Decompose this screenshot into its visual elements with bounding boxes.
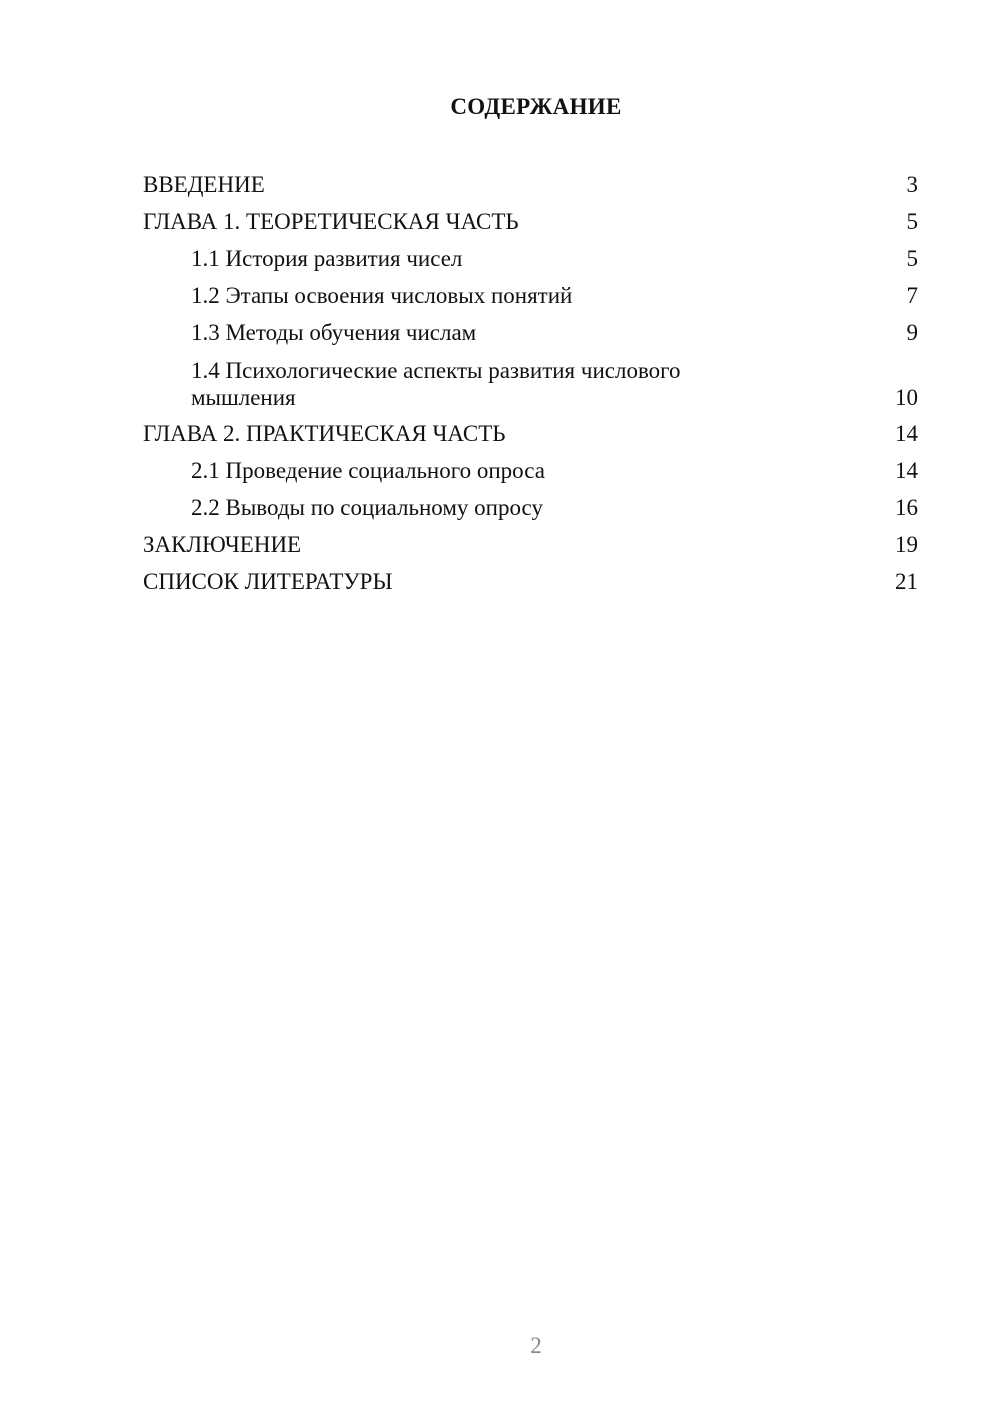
toc-entry-chapter-2[interactable] [143, 415, 918, 452]
toc-entry-page: 10 [895, 385, 918, 410]
toc-entry-page: 16 [895, 495, 918, 520]
table-of-contents [143, 166, 918, 600]
toc-entry-section-1-1[interactable] [143, 240, 918, 277]
toc-title: СОДЕРЖАНИЕ [450, 94, 622, 119]
toc-entry-section-2-1[interactable] [143, 452, 918, 489]
toc-entry-page: 3 [906, 172, 918, 197]
toc-entry-label: ГЛАВА 1. ТЕОРЕТИЧЕСКАЯ ЧАСТЬ [143, 209, 519, 234]
toc-entry-references[interactable] [143, 563, 918, 600]
toc-entry-section-1-4[interactable] [143, 351, 918, 415]
toc-entry-conclusion[interactable] [143, 526, 918, 563]
toc-entry-section-1-3[interactable] [143, 314, 918, 351]
toc-entry-label: ВВЕДЕНИЕ [143, 172, 265, 197]
toc-entry-label: 1.3 Методы обучения числам [191, 320, 477, 345]
toc-entry-label: 2.2 Выводы по социальному опросу [191, 495, 543, 520]
toc-entry-label: 1.1 История развития чисел [191, 246, 463, 271]
toc-entry-page: 7 [906, 283, 918, 308]
toc-entry-label: 2.1 Проведение социального опроса [191, 458, 545, 483]
toc-entry-page: 14 [895, 421, 918, 446]
toc-entry-label: ГЛАВА 2. ПРАКТИЧЕСКАЯ ЧАСТЬ [143, 421, 506, 446]
toc-entry-page: 21 [895, 569, 918, 594]
toc-entry-page: 5 [906, 246, 918, 271]
toc-entry-introduction[interactable] [143, 166, 918, 203]
toc-entry-section-1-2[interactable] [143, 277, 918, 314]
toc-entry-page: 9 [906, 320, 918, 345]
toc-entry-label: 1.2 Этапы освоения числовых понятий [191, 283, 573, 308]
toc-entry-label: ЗАКЛЮЧЕНИЕ [143, 532, 302, 557]
toc-entry-page: 5 [906, 209, 918, 234]
toc-entry-label: 1.4 Психологические аспекты развития числового мышления [191, 358, 681, 410]
page-number: 2 [530, 1333, 542, 1358]
toc-entry-chapter-1[interactable] [143, 203, 918, 240]
toc-entry-page: 14 [895, 458, 918, 483]
toc-entry-label: СПИСОК ЛИТЕРАТУРЫ [143, 569, 393, 594]
toc-entry-section-2-2[interactable] [143, 489, 918, 526]
toc-entry-page: 19 [895, 532, 918, 557]
